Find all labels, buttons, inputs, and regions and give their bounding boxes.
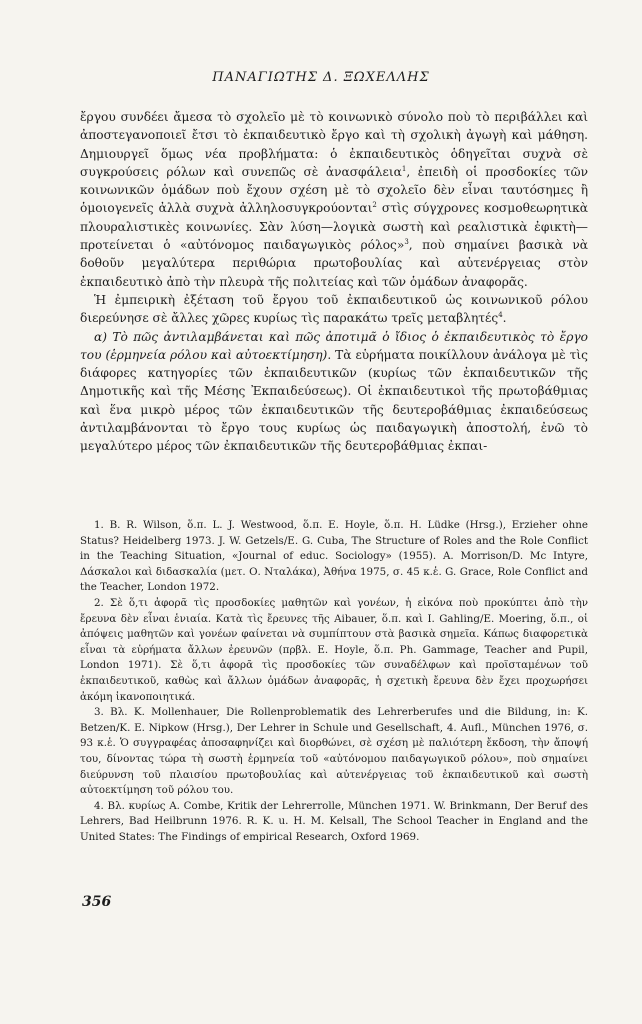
footnote-ref-3: 3 xyxy=(404,238,409,247)
paragraph-1-part-c: στὶς σύγχρονες κοσμοθεωρητικὰ πλουραλιστικὲς κοινωνίες. Σὰν λύση—λογικὰ σωστὴ καὶ ρεαλιστικὰ ἐφικτὴ—προτείνεται ὁ «αὐτόνομος παιδαγωγικὸς ρόλος» xyxy=(80,201,588,253)
paragraph-1-part-a: ἔργου συνδέει ἄμεσα τὸ σχολεῖο μὲ τὸ κοινωνικὸ σύνολο ποὺ τὸ περιβάλλει καὶ ἀποστεγανοποιεῖ ἔτσι τὸ ἐκπαιδευτικὸ ἔργο καὶ τὴ σχολικὴ ἀγωγὴ καὶ μάθηση. Δημιουργεῖ ὅμως νέα προβλήματα: ὁ ἐκπαιδευτικὸς ὁδηγεῖται συχνὰ σὲ συγκρούσεις ρόλων καὶ συνεπῶς σὲ ἀνασφάλεια xyxy=(80,110,588,179)
paragraph-1 xyxy=(80,108,588,291)
paragraph-3-text: . Τὰ εὑρήματα ποικίλλουν ἀνάλογα μὲ τὶς διάφορες κατηγορίες τῶν ἐκπαιδευτικῶν (κυρίως τῶν ἐκπαιδευτικῶν τῆς Δημοτικῆς καὶ τῆς Μέσης Ἐκπαιδεύσεως). Οἱ ἐκπαιδευτικοὶ τῆς πρωτοβάθμιας καὶ ἕνα μικρὸ μέρος τῶν ἐκπαιδευτικῶν τῆς δευτεροβάθμιας ἐκπαιδεύσεως ἀντιλαμβάνονται τὸ ἔργο τους κυρίως ὡς παιδαγωγικὴ ἀποστολή, ἐνῶ τὸ μεγαλύτερο μέρος τῶν ἐκπαιδευτικῶν τῆς δευτεροβάθμιας ἐκπαι- xyxy=(80,347,588,454)
page-number: 356 xyxy=(82,894,112,910)
running-head: ΠΑΝΑΓΙΩΤΗΣ Δ. ΞΩΧΕΛΛΗΣ xyxy=(212,70,430,85)
paragraph-3-heading: α) Τὸ πῶς ἀντιλαμβάνεται καὶ πῶς ἀποτιμᾶ ὁ ἴδιος ὁ ἐκπαιδευτικὸς τὸ ἔργο του (ἑρμηνεία ρόλου καὶ αὐτοεκτίμηση) xyxy=(80,329,588,362)
footnote-4: 4. Βλ. κυρίως A. Combe, Kritik der Lehrerrolle, München 1971. W. Brinkmann, Der Beruf des Lehrers, Bad Heilbrunn 1976. R. K. u. H. M. Kelsall, The School Teacher in England and the United States: The Findings of empirical Research, Oxford 1969. xyxy=(80,799,588,843)
footnote-ref-2: 2 xyxy=(372,201,377,210)
footnote-ref-1: 1 xyxy=(401,164,407,173)
paragraph-1-part-d: , ποὺ σημαίνει βασικὰ νὰ δοθοῦν μεγαλύτερα περιθώρια πρωτοβουλίας καὶ αὐτενέργειας στὸν ἐκπαιδευτικὸ ἀπὸ τὴν πλευρὰ τῆς πολιτείας καὶ τῶν ὁμάδων ἀναφορᾶς. xyxy=(80,238,588,289)
footnotes xyxy=(80,518,588,845)
paragraph-2 xyxy=(80,291,588,328)
paragraph-2-part-a: Ἡ ἐμπειρικὴ ἐξέταση τοῦ ἔργου τοῦ ἐκπαιδευτικοῦ ὡς κοινωνικοῦ ρόλου διερεύνησε σὲ ἄλλες χῶρες κυρίως τὶς παρακάτω τρεῖς μεταβλητές xyxy=(80,292,588,326)
paragraph-2-part-b: . xyxy=(502,311,507,326)
footnote-ref-4: 4 xyxy=(498,311,503,320)
paragraph-3 xyxy=(80,328,588,456)
footnote-3: 3. Βλ. K. Mollenhauer, Die Rollenproblematik des Lehrerberufes und die Bildung, in: K. Betzen/K. E. Nipkow (Hrsg.), Der Lehrer in Schule und Gesellschaft, 4. Aufl., München 1976, σ. 93 κ.ἑ. Ὁ συγγραφέας ἀποσαφηνίζει καὶ διορθώνει, σὲ σχέση μὲ παλιότερη ἔκδοση, τὴν ἄποψή του, δίνοντας τώρα τὴ σωστὴ ἑρμηνεία τοῦ «αὐτόνομου παιδαγωγικοῦ ρόλου», ποὺ σημαίνει διεύρυνση τοῦ πλαισίου πρωτοβουλίας καὶ αὐτενέργειας τοῦ ἐκπαιδευτικοῦ καὶ σωστὴ αὐτοεκτίμηση τοῦ ρόλου του. xyxy=(80,706,588,797)
paragraph-1-part-b: , ἐπειδὴ οἱ προσδοκίες τῶν κοινωνικῶν ὁμάδων ποὺ ἔχουν σχέση μὲ τὸ σχολεῖο δὲν εἶναι ταυτόσημες ἢ ὁμοιογενεῖς ἀλλὰ συχνὰ ἀλληλοσυγκρούονται xyxy=(80,164,588,216)
footnote-1: 1. B. R. Wilson, ὅ.π. L. J. Westwood, ὅ.π. E. Hoyle, ὅ.π. H. Lüdke (Hrsg.), Erzieher ohne Status? Heidelberg 1973. J. W. Getzels/E. G. Cuba, The Structure of Roles and the Role Conflict in the Teaching Situation, «Journal of educ. Sociology» (1955). A. Morrison/D. Mc Intyre, Δάσκαλοι καὶ διδασκαλία (μετ. Ο. Νταλάκα), Ἀθήνα 1975, σ. 45 κ.ἑ. G. Grace, Role Conflict and the Teacher, London 1972. xyxy=(80,519,588,594)
footnote-2: 2. Σὲ ὅ,τι ἀφορᾶ τὶς προσδοκίες μαθητῶν καὶ γονέων, ἡ εἰκόνα ποὺ προκύπτει ἀπὸ τὴν ἔρευνα δὲν εἶναι ἑνιαία. Κατὰ τὶς ἔρευνες τῆς Aibauer, ὅ.π. καὶ I. Gahling/E. Moering, ὅ.π., οἱ ἀπόψεις μαθητῶν καὶ γονέων φαίνεται νὰ συμπίπτουν στὰ βασικὰ σημεῖα. Κάπως διαφορετικὰ εἶναι τὰ εὑρήματα ἄλλων ἐρευνῶν (πρβλ. E. Hoyle, ὅ.π. Ph. Gammage, Teacher and Pupil, London 1971). Σὲ ὅ,τι ἀφορᾶ τὶς προσδοκίες τῶν συναδέλφων καὶ προϊσταμένων τοῦ ἐκπαιδευτικοῦ, καθὼς καὶ ἄλλων ὁμάδων ἀναφορᾶς, ἡ σχετικὴ ἔρευνα δὲν ἔχει προχωρήσει ἀκόμη ἱκανοποιητικά. xyxy=(80,596,588,703)
main-text xyxy=(80,108,588,456)
